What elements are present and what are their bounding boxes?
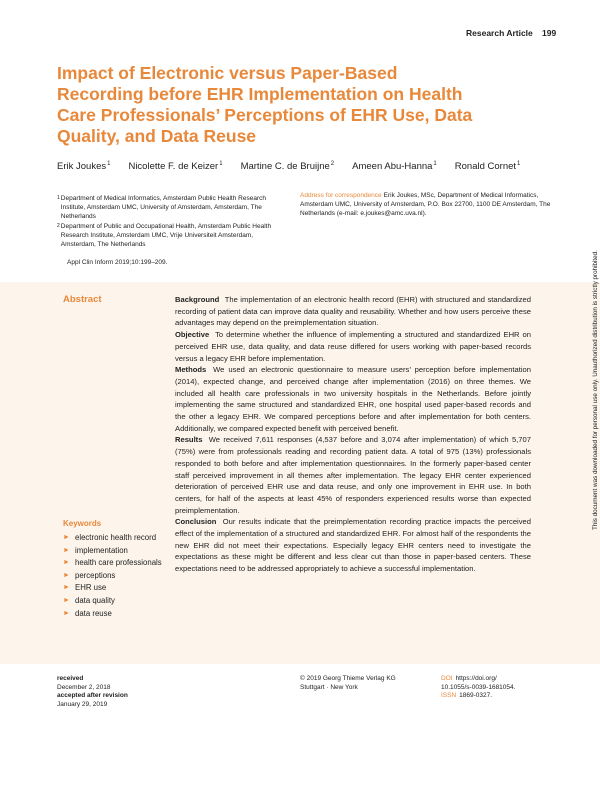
abstract-background: Background The implementation of an electronic health record (EHR) with structured and standardized recording of patient data can improve data quality and reusability. Whether and how users perceive these advantages may depend on the preimplementation situation. [175, 295, 531, 328]
keyword: ► data quality [63, 595, 163, 608]
correspondence-label: Address for correspondence [300, 192, 382, 199]
doi-value: 10.1055/s-0039-1681054. [441, 683, 516, 691]
arrow-right-icon: ► [63, 546, 70, 554]
identifiers [441, 675, 515, 701]
keyword-list [63, 532, 163, 620]
author: Erik Joukes$^1$ [57, 161, 111, 173]
keyword: ► perceptions [63, 570, 163, 583]
download-notice: This document was downloaded for personal use only. Unauthorized distribution is strictly prohibited. [592, 250, 599, 530]
abstract-heading: Abstract [63, 294, 102, 305]
keywords-heading: Keywords [63, 519, 102, 528]
arrow-right-icon: ► [63, 559, 70, 567]
arrow-right-icon: ► [63, 571, 70, 579]
issn-label: ISSN [441, 692, 457, 700]
affiliations [57, 194, 287, 250]
arrow-right-icon: ► [63, 584, 70, 592]
arrow-right-icon: ► [63, 609, 70, 617]
citation: Appl Clin Inform 2019;10:199–209. [67, 259, 168, 266]
article-type: Research Article [466, 28, 533, 38]
affiliation: 1 Department of Medical Informatics, Amsterdam Public Health Research Institute, Amsterdam UMC, University of Amsterdam, Amsterdam, The Netherlands [57, 195, 266, 220]
abstract-conclusion: Conclusion Our results indicate that the preimplementation recording practice impacts the perceived effect of the implementation of a structured and standardized EHR. For almost half of the respondents the new EHR did not meet their expectations. Especially legacy EHR centers need to investigate the expectations as these might be different and less clear cut than those in paper-based centers. These expectations need to be addressed appropriately to achieve a successful implementation. [175, 517, 531, 574]
received-date: December 2, 2018 [57, 683, 111, 691]
abstract-objective: Objective To determine whether the influence of implementing a structured and standardized EHR on perceived EHR use, data quality, and data reuse differed for users working with paper-based records versus a legacy EHR before implementation. [175, 330, 531, 363]
abstract-methods: Methods We used an electronic questionnaire to measure users’ perception before implementation (2014), expected change, and perceived change after implementation (2016) on three themes. We included all health care professionals in two university hospitals in the Netherlands. Before jointly implementing the same structured and standardized EHR, one hospital used paper-based records and the other a legacy EHR. We compared perceptions before and after implementation for both centers. Additionally, we compared expected benefit with perceived benefit. [175, 365, 531, 433]
correspondence-text: Erik Joukes, MSc, Department of Medical Informatics, Amsterdam UMC, University of Amsterdam, P.O. Box 22700, 1100 DE Amsterdam, The Netherlands (e-mail: e.joukes@amc.uva.nl). [300, 192, 551, 217]
keyword: ► implementation [63, 545, 163, 558]
accepted-date: January 29, 2019 [57, 700, 108, 708]
author: Martine C. de Bruijne$^2$ [240, 161, 335, 173]
abstract-body [175, 294, 531, 575]
arrow-right-icon: ► [63, 534, 70, 541]
keyword: ► health care professionals [63, 557, 163, 570]
accepted-label: accepted after revision [57, 692, 128, 700]
author-list [57, 161, 520, 172]
issn-value: 1869-0327. [459, 692, 493, 700]
doi-label: DOI [441, 675, 453, 682]
keyword: ► EHR use [63, 582, 163, 595]
author: Nicolette F. de Keizer$^1$ [128, 161, 223, 173]
affiliation: 2 Department of Public and Occupational Health, Amsterdam Public Health Research Institute, Amsterdam UMC, Vrije Universiteit Amsterdam, Amsterdam, The Netherlands [57, 223, 272, 248]
doi-link[interactable]: https://doi.org/ [455, 675, 497, 682]
correspondence [300, 191, 555, 218]
arrow-right-icon: ► [63, 596, 70, 604]
publisher: © 2019 Georg Thieme Verlag KG Stuttgart · New York [300, 675, 396, 691]
received-label: received [57, 675, 84, 682]
author: Ameen Abu-Hanna$^1$ [352, 161, 437, 173]
page-number: 199 [542, 28, 557, 38]
dates [57, 675, 128, 709]
keyword: ► electronic health record [63, 532, 163, 545]
abstract-results: Results We received 7,611 responses (4,537 before and 3,074 after implementation) of which 5,707 (75%) were from professionals reading and recording patient data. A total of 975 (13%) professionals responded to both before and after implementation questionnaires. In the formerly paper-based center staff perceived improvement in all themes after implementation. The legacy EHR center experienced deterioration of perceived EHR use and data reuse, and only one improvement in EHR use. In both centers, for half of the aspects at least 45% of responders experienced results worse than expected preimplementation. [175, 435, 531, 515]
author: Ronald Cornet$^1$ [454, 161, 521, 173]
article-title: Impact of Electronic versus Paper-Based Recording before EHR Implementation on Health Care Professionals’ Perceptions of EHR Use, Data Quality, and Data Reuse [57, 63, 473, 146]
keyword: ► data reuse [63, 608, 163, 621]
